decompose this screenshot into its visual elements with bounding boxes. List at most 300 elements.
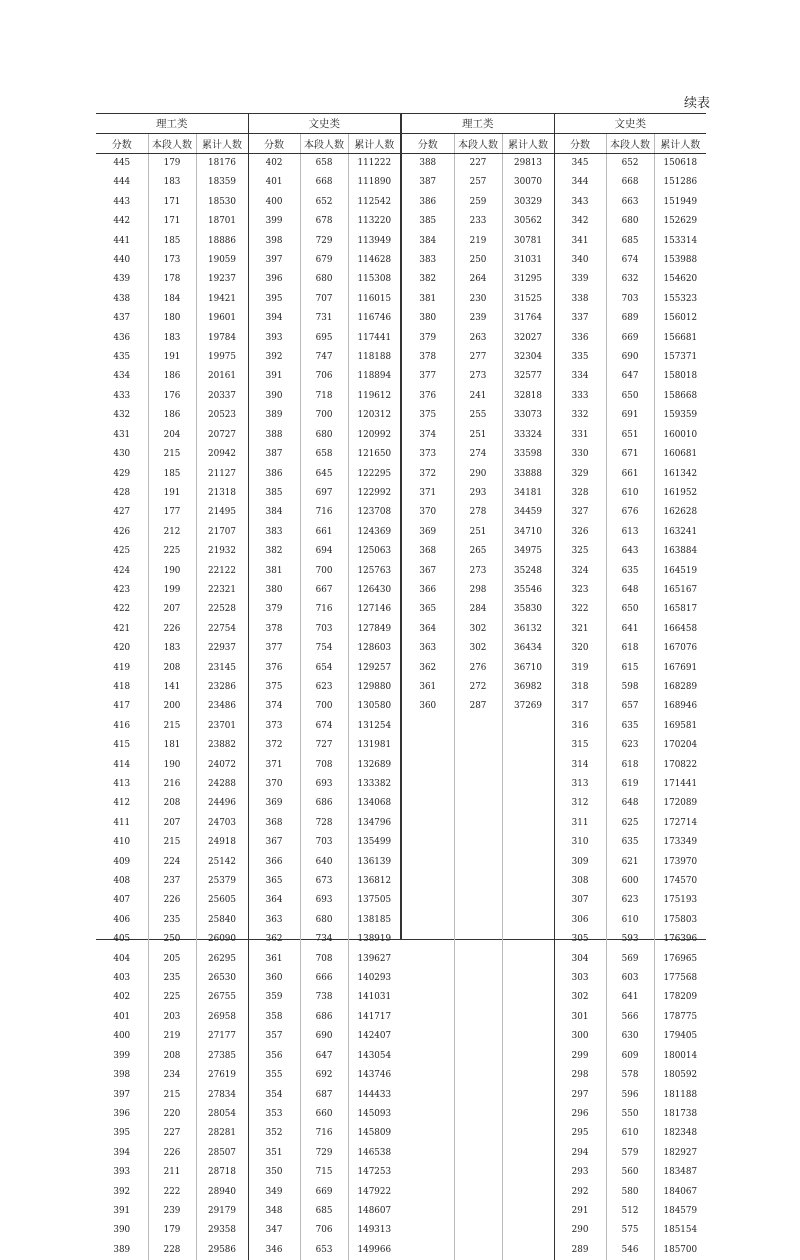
table-cell — [402, 1008, 454, 1027]
table-row — [96, 988, 400, 1007]
table-cell: 384 — [402, 232, 454, 251]
table-cell — [454, 794, 502, 813]
table-row — [96, 503, 400, 522]
table-cell: 391 — [96, 1202, 148, 1221]
table-cell: 388 — [248, 426, 300, 445]
table-cell: 174570 — [654, 872, 706, 891]
table-row — [96, 251, 400, 270]
table-cell: 700 — [300, 697, 348, 716]
category-arts-header: 文史类 — [554, 114, 706, 134]
table-cell: 641 — [606, 620, 654, 639]
table-cell: 22937 — [196, 639, 248, 658]
table-cell: 29358 — [196, 1221, 248, 1240]
table-cell: 603 — [606, 969, 654, 988]
table-row — [402, 542, 706, 561]
table-cell: 635 — [606, 562, 654, 581]
table-cell: 402 — [248, 154, 300, 174]
table-cell: 373 — [248, 717, 300, 736]
table-cell: 324 — [554, 562, 606, 581]
right-table-block — [402, 114, 706, 939]
table-row — [402, 930, 706, 949]
table-cell — [502, 1221, 554, 1240]
table-row — [96, 1183, 400, 1202]
table-cell: 661 — [300, 523, 348, 542]
table-cell: 650 — [606, 387, 654, 406]
table-cell: 298 — [454, 581, 502, 600]
table-row — [402, 251, 706, 270]
table-cell: 321 — [554, 620, 606, 639]
table-cell — [402, 988, 454, 1007]
table-cell: 404 — [96, 950, 148, 969]
table-cell — [454, 756, 502, 775]
right-table-body — [402, 154, 706, 1260]
table-cell: 190 — [148, 562, 196, 581]
table-row — [96, 697, 400, 716]
table-cell: 374 — [248, 697, 300, 716]
table-cell: 27385 — [196, 1047, 248, 1066]
table-cell: 250 — [148, 930, 196, 949]
table-cell: 351 — [248, 1144, 300, 1163]
table-row — [402, 484, 706, 503]
table-cell: 731 — [300, 309, 348, 328]
table-cell: 172714 — [654, 814, 706, 833]
left-table-block — [96, 114, 401, 939]
table-row — [96, 950, 400, 969]
table-row — [96, 542, 400, 561]
table-cell: 169581 — [654, 717, 706, 736]
table-cell: 156012 — [654, 309, 706, 328]
table-cell: 328 — [554, 484, 606, 503]
table-cell: 350 — [248, 1163, 300, 1182]
table-row — [402, 950, 706, 969]
table-cell: 146538 — [348, 1144, 400, 1163]
table-cell: 33324 — [502, 426, 554, 445]
table-cell: 368 — [402, 542, 454, 561]
table-cell: 443 — [96, 193, 148, 212]
table-cell: 115308 — [348, 270, 400, 289]
table-cell: 19784 — [196, 329, 248, 348]
table-cell: 23286 — [196, 678, 248, 697]
table-cell: 225 — [148, 542, 196, 561]
table-cell: 645 — [300, 465, 348, 484]
table-cell — [454, 1144, 502, 1163]
table-cell: 165167 — [654, 581, 706, 600]
col-count-header: 本段人数 — [454, 134, 502, 154]
table-cell: 131981 — [348, 736, 400, 755]
table-cell: 358 — [248, 1008, 300, 1027]
table-cell: 718 — [300, 387, 348, 406]
table-cell: 141 — [148, 678, 196, 697]
table-cell: 671 — [606, 445, 654, 464]
table-cell: 149313 — [348, 1221, 400, 1240]
category-arts-header: 文史类 — [248, 114, 400, 134]
table-cell: 28507 — [196, 1144, 248, 1163]
table-cell: 302 — [554, 988, 606, 1007]
table-cell: 127849 — [348, 620, 400, 639]
table-cell: 302 — [454, 639, 502, 658]
table-cell: 431 — [96, 426, 148, 445]
table-row — [402, 1105, 706, 1124]
table-cell: 439 — [96, 270, 148, 289]
table-cell: 700 — [300, 406, 348, 425]
table-cell: 658 — [300, 154, 348, 174]
table-cell: 417 — [96, 697, 148, 716]
table-cell: 635 — [606, 717, 654, 736]
table-cell: 347 — [248, 1221, 300, 1240]
table-cell — [402, 833, 454, 852]
table-row — [402, 503, 706, 522]
table-cell: 666 — [300, 969, 348, 988]
table-cell: 441 — [96, 232, 148, 251]
table-cell: 342 — [554, 212, 606, 231]
table-cell: 119612 — [348, 387, 400, 406]
table-cell: 440 — [96, 251, 148, 270]
table-cell: 184579 — [654, 1202, 706, 1221]
continued-label: 续表 — [650, 92, 710, 111]
table-cell: 407 — [96, 891, 148, 910]
table-cell: 19059 — [196, 251, 248, 270]
table-cell: 25142 — [196, 853, 248, 872]
table-cell: 165817 — [654, 600, 706, 619]
table-cell — [502, 814, 554, 833]
table-cell: 673 — [300, 872, 348, 891]
table-cell: 28054 — [196, 1105, 248, 1124]
table-cell: 383 — [402, 251, 454, 270]
table-cell: 413 — [96, 775, 148, 794]
table-cell: 387 — [248, 445, 300, 464]
table-row — [402, 891, 706, 910]
right-table — [402, 114, 706, 1260]
table-cell: 273 — [454, 562, 502, 581]
table-cell — [454, 1008, 502, 1027]
col-count-header: 本段人数 — [300, 134, 348, 154]
table-cell — [502, 950, 554, 969]
table-cell: 685 — [300, 1202, 348, 1221]
table-cell: 158668 — [654, 387, 706, 406]
table-row — [96, 270, 400, 289]
table-cell: 623 — [606, 891, 654, 910]
table-cell: 156681 — [654, 329, 706, 348]
table-cell: 625 — [606, 814, 654, 833]
table-row — [96, 329, 400, 348]
table-cell — [402, 1105, 454, 1124]
table-row — [402, 329, 706, 348]
table-cell: 23486 — [196, 697, 248, 716]
table-cell: 152629 — [654, 212, 706, 231]
table-cell: 388 — [402, 154, 454, 174]
table-cell: 203 — [148, 1008, 196, 1027]
table-row — [402, 445, 706, 464]
table-cell: 36132 — [502, 620, 554, 639]
table-cell: 306 — [554, 911, 606, 930]
table-cell: 30781 — [502, 232, 554, 251]
table-cell: 390 — [248, 387, 300, 406]
table-cell: 191 — [148, 348, 196, 367]
table-cell: 610 — [606, 484, 654, 503]
table-row — [402, 270, 706, 289]
table-cell: 21495 — [196, 503, 248, 522]
table-cell: 399 — [248, 212, 300, 231]
table-cell: 716 — [300, 1124, 348, 1143]
table-cell: 381 — [248, 562, 300, 581]
table-row — [96, 465, 400, 484]
table-cell: 145093 — [348, 1105, 400, 1124]
table-cell: 140293 — [348, 969, 400, 988]
table-row — [96, 348, 400, 367]
table-cell: 363 — [402, 639, 454, 658]
table-cell: 393 — [96, 1163, 148, 1182]
table-cell: 215 — [148, 717, 196, 736]
table-cell: 353 — [248, 1105, 300, 1124]
table-cell: 729 — [300, 1144, 348, 1163]
table-cell: 207 — [148, 814, 196, 833]
table-cell: 308 — [554, 872, 606, 891]
table-cell: 370 — [402, 503, 454, 522]
table-cell: 20161 — [196, 367, 248, 386]
table-cell: 185 — [148, 232, 196, 251]
table-row — [96, 600, 400, 619]
table-row — [402, 678, 706, 697]
table-cell: 35546 — [502, 581, 554, 600]
table-row — [402, 814, 706, 833]
table-row — [96, 853, 400, 872]
table-cell: 122295 — [348, 465, 400, 484]
table-row — [96, 930, 400, 949]
table-cell: 120312 — [348, 406, 400, 425]
table-cell: 161342 — [654, 465, 706, 484]
table-cell: 331 — [554, 426, 606, 445]
table-cell: 27177 — [196, 1027, 248, 1046]
table-cell: 379 — [402, 329, 454, 348]
table-cell: 24703 — [196, 814, 248, 833]
table-cell: 663 — [606, 193, 654, 212]
table-cell: 171441 — [654, 775, 706, 794]
table-cell: 365 — [402, 600, 454, 619]
table-cell: 393 — [248, 329, 300, 348]
table-cell: 153314 — [654, 232, 706, 251]
table-cell — [402, 911, 454, 930]
table-cell: 560 — [606, 1163, 654, 1182]
table-row — [96, 659, 400, 678]
table-cell: 36434 — [502, 639, 554, 658]
table-cell: 22321 — [196, 581, 248, 600]
table-cell: 661 — [606, 465, 654, 484]
table-cell: 708 — [300, 756, 348, 775]
table-cell: 130580 — [348, 697, 400, 716]
table-cell — [402, 1047, 454, 1066]
table-row — [96, 1027, 400, 1046]
table-cell: 297 — [554, 1086, 606, 1105]
table-cell — [402, 1066, 454, 1085]
table-cell: 111222 — [348, 154, 400, 174]
table-cell — [502, 1027, 554, 1046]
table-cell: 384 — [248, 503, 300, 522]
table-cell: 610 — [606, 1124, 654, 1143]
table-cell: 25605 — [196, 891, 248, 910]
table-cell: 389 — [248, 406, 300, 425]
table-cell: 121650 — [348, 445, 400, 464]
table-cell: 163241 — [654, 523, 706, 542]
table-cell: 34181 — [502, 484, 554, 503]
table-row — [96, 445, 400, 464]
col-score-header: 分数 — [554, 134, 606, 154]
table-cell: 131254 — [348, 717, 400, 736]
table-cell — [502, 736, 554, 755]
table-cell: 657 — [606, 697, 654, 716]
table-row — [402, 1163, 706, 1182]
table-cell: 176396 — [654, 930, 706, 949]
table-cell: 134796 — [348, 814, 400, 833]
table-cell: 160010 — [654, 426, 706, 445]
table-cell: 37269 — [502, 697, 554, 716]
table-cell: 29179 — [196, 1202, 248, 1221]
table-cell: 429 — [96, 465, 148, 484]
table-cell: 680 — [606, 212, 654, 231]
table-cell: 27834 — [196, 1086, 248, 1105]
table-cell: 344 — [554, 173, 606, 192]
table-cell: 385 — [402, 212, 454, 231]
table-cell: 293 — [554, 1163, 606, 1182]
table-cell — [454, 1183, 502, 1202]
table-cell: 150618 — [654, 154, 706, 174]
table-cell: 356 — [248, 1047, 300, 1066]
table-cell: 379 — [248, 600, 300, 619]
table-cell: 686 — [300, 794, 348, 813]
table-cell — [402, 950, 454, 969]
table-cell: 613 — [606, 523, 654, 542]
table-row — [402, 756, 706, 775]
table-cell: 180592 — [654, 1066, 706, 1085]
table-cell — [502, 969, 554, 988]
table-cell: 316 — [554, 717, 606, 736]
table-cell: 615 — [606, 659, 654, 678]
table-cell: 700 — [300, 562, 348, 581]
table-row — [96, 387, 400, 406]
table-row — [96, 717, 400, 736]
table-cell — [454, 988, 502, 1007]
table-cell — [454, 717, 502, 736]
table-cell: 117441 — [348, 329, 400, 348]
table-row — [96, 833, 400, 852]
table-cell: 365 — [248, 872, 300, 891]
table-cell: 400 — [96, 1027, 148, 1046]
table-cell — [502, 1144, 554, 1163]
table-cell: 419 — [96, 659, 148, 678]
table-cell: 20727 — [196, 426, 248, 445]
table-cell: 667 — [300, 581, 348, 600]
table-cell: 313 — [554, 775, 606, 794]
table-row — [402, 426, 706, 445]
table-cell: 36982 — [502, 678, 554, 697]
table-cell: 329 — [554, 465, 606, 484]
table-cell — [502, 1241, 554, 1260]
table-cell: 427 — [96, 503, 148, 522]
table-cell: 359 — [248, 988, 300, 1007]
table-cell: 623 — [300, 678, 348, 697]
table-cell: 338 — [554, 290, 606, 309]
table-cell — [502, 1066, 554, 1085]
table-cell: 21127 — [196, 465, 248, 484]
table-cell — [502, 775, 554, 794]
table-cell: 151949 — [654, 193, 706, 212]
table-cell — [402, 1144, 454, 1163]
table-cell: 124369 — [348, 523, 400, 542]
table-row — [96, 232, 400, 251]
col-score-header: 分数 — [402, 134, 454, 154]
table-cell — [502, 1163, 554, 1182]
table-cell: 205 — [148, 950, 196, 969]
table-cell — [402, 1124, 454, 1143]
table-cell: 442 — [96, 212, 148, 231]
table-cell: 345 — [554, 154, 606, 174]
table-cell: 375 — [248, 678, 300, 697]
table-cell: 181 — [148, 736, 196, 755]
table-cell — [502, 1105, 554, 1124]
table-row — [96, 406, 400, 425]
table-row — [96, 1241, 400, 1260]
table-cell: 397 — [96, 1086, 148, 1105]
table-row — [402, 1086, 706, 1105]
table-cell: 302 — [454, 620, 502, 639]
table-cell: 239 — [454, 309, 502, 328]
table-row — [402, 600, 706, 619]
table-cell: 364 — [248, 891, 300, 910]
table-cell: 18176 — [196, 154, 248, 174]
table-row — [402, 193, 706, 212]
table-cell: 35248 — [502, 562, 554, 581]
table-cell: 21932 — [196, 542, 248, 561]
table-row — [96, 1202, 400, 1221]
table-cell: 307 — [554, 891, 606, 910]
table-cell: 422 — [96, 600, 148, 619]
table-cell: 687 — [300, 1086, 348, 1105]
table-cell: 287 — [454, 697, 502, 716]
table-row — [96, 309, 400, 328]
table-cell: 369 — [248, 794, 300, 813]
table-cell: 580 — [606, 1183, 654, 1202]
col-count-header: 本段人数 — [148, 134, 196, 154]
table-cell: 19421 — [196, 290, 248, 309]
table-row — [96, 794, 400, 813]
table-cell: 598 — [606, 678, 654, 697]
table-cell: 435 — [96, 348, 148, 367]
table-cell: 34975 — [502, 542, 554, 561]
table-cell: 376 — [402, 387, 454, 406]
table-cell: 125063 — [348, 542, 400, 561]
table-row — [96, 154, 400, 174]
table-row — [402, 581, 706, 600]
table-cell: 27619 — [196, 1066, 248, 1085]
table-cell: 361 — [248, 950, 300, 969]
table-cell: 392 — [248, 348, 300, 367]
table-cell: 180 — [148, 309, 196, 328]
table-cell: 706 — [300, 1221, 348, 1240]
table-cell — [454, 891, 502, 910]
table-cell: 113949 — [348, 232, 400, 251]
table-cell: 294 — [554, 1144, 606, 1163]
table-cell: 398 — [248, 232, 300, 251]
table-cell: 293 — [454, 484, 502, 503]
table-cell: 310 — [554, 833, 606, 852]
table-cell: 377 — [402, 367, 454, 386]
table-cell: 400 — [248, 193, 300, 212]
table-cell: 660 — [300, 1105, 348, 1124]
table-row — [402, 367, 706, 386]
table-cell: 141717 — [348, 1008, 400, 1027]
table-row — [402, 290, 706, 309]
table-cell: 175193 — [654, 891, 706, 910]
table-cell: 215 — [148, 833, 196, 852]
